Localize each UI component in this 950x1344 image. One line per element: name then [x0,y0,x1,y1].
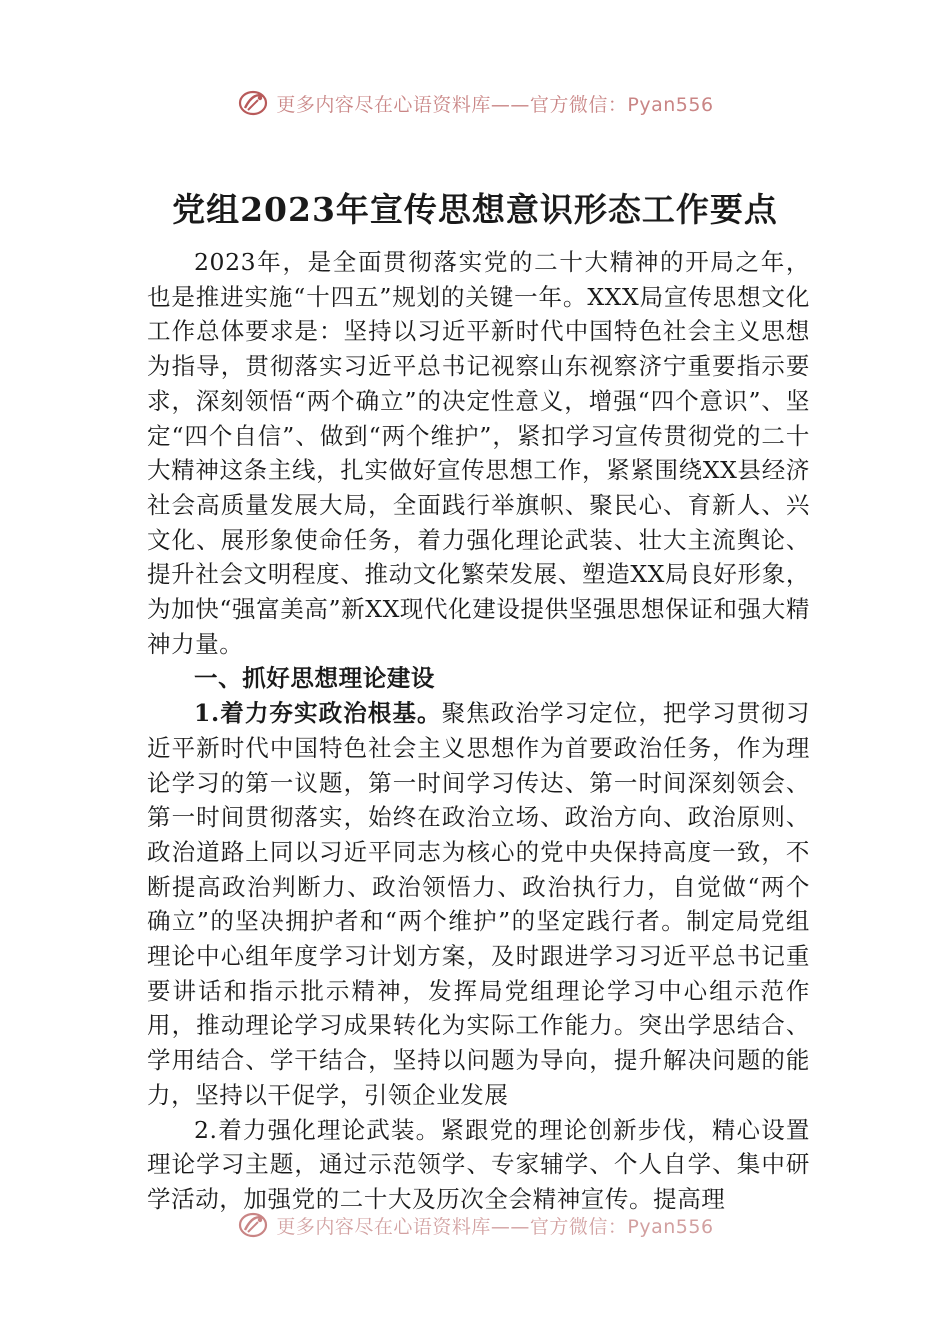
watermark-logo-icon [236,88,270,118]
item-lead: 1.着力夯实政治根基。 [194,699,442,728]
watermark-text: 更多内容尽在心语资料库——官方微信：Pyan556 [276,93,714,116]
item-paragraph-1 [147,696,810,1112]
watermark-footer [0,1209,950,1241]
watermark-header [0,86,950,120]
watermark-text: 更多内容尽在心语资料库——官方微信：Pyan556 [276,1215,714,1238]
document-title: 党组2023年宣传思想意识形态工作要点 [172,190,778,229]
intro-paragraph: 2023年，是全面贯彻落实党的二十大精神的开局之年，也是推进实施“十四五”规划的关键一年。XXX局宣传思想文化工作总体要求是：坚持以习近平新时代中国特色社会主义思想为指导，贯彻落实习近平总书记视察山东视察济宁重要指示要求，深刻领悟“两个确立”的决定性意义，增强“四个意识”、坚定“四个自信”、做到“两个维护”，紧扣学习宣传贯彻党的二十大精神这条主线，扎实做好宣传思想工作，紧紧围绕XX县经济社会高质量发展大局，全面践行举旗帜、聚民心、育新人、兴文化、展形象使命任务，着力强化理论武装、壮大主流舆论、提升社会文明程度、推动文化繁荣发展、塑造XX局良好形象，为加快“强富美高”新XX现代化建设提供坚强思想保证和强大精神力量。 [147,248,810,658]
document-body [147,245,810,1217]
item-paragraph-2: 2.着力强化理论武装。紧跟党的理论创新步伐，精心设置理论学习主题，通过示范领学、专家辅学、个人自学、集中研学活动，加强党的二十大及历次全会精神宣传。提高理 [147,1115,810,1213]
watermark-logo-icon [236,1210,270,1240]
item-text: 聚焦政治学习定位，把学习贯彻习近平新时代中国特色社会主义思想作为首要政治任务，作为理论学习的第一议题，第一时间学习传达、第一时间深刻领会、第一时间贯彻落实，始终在政治立场、政治方向、政治原则、政治道路上同以习近平同志为核心的党中央保持高度一致，不断提高政治判断力、政治领悟力、政治执行力，自觉做“两个确立”的坚决拥护者和“两个维护”的坚定践行者。制定局党组理论中心组年度学习计划方案，及时跟进学习习近平总书记重要讲话和指示批示精神，发挥局党组理论学习中心组示范作用，推动理论学习成果转化为实际工作能力。突出学思结合、学用结合、学干结合，坚持以问题为导向，提升解决问题的能力，坚持以干促学，引领企业发展 [147,699,810,1109]
section-heading: 一、抓好思想理论建设 [194,664,435,693]
